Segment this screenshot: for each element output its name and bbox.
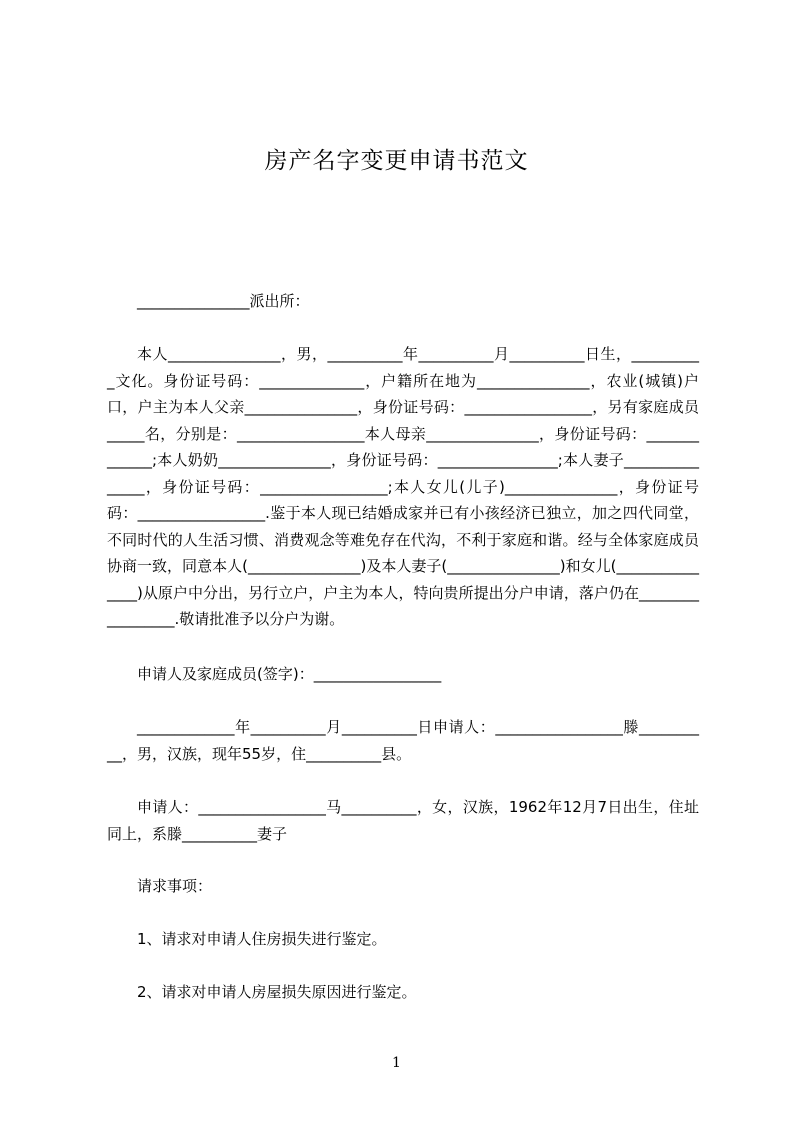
request-heading: 请求事项： <box>137 877 213 895</box>
request-item-1: 1、请求对申请人住房损失进行鉴定。 <box>137 930 387 948</box>
addressee-line: _______________派出所： <box>137 292 310 310</box>
signature-line: 申请人及家庭成员(签字)：_________________ <box>137 665 442 683</box>
body-paragraph: 本人_______________，男，__________年__________月__________日生，__________文化。身份证号码：______________，户籍所在地为_______________，农业(城镇)户口，户主为本人父亲_______________，身份证号码：_________________，另有家庭成员_____名，分别是：_________________本人母亲_______________，身份证号码：_____________;本人奶奶_______________，身份证号码：________________;本人妻子_______________，身份证号码：_________________;本人女儿(儿子)_______________，身份证号码：_________________.鉴于本人现已结婚成家并已有小孩经济已独立，加之四代同堂，不同时代的人生活习惯、消费观念等难免存在代沟，不利于家庭和谐。经与全体家庭成员协商一致，同意本人(_______________)及本人妻子(_______________)和女儿(_______________)从原户中分出，另行立户，户主为本人，特向贵所提出分户申请，落户仍在_________________.敬请批准予以分户为谢。 <box>107 345 699 628</box>
request-item-2: 2、请求对申请人房屋损失原因进行鉴定。 <box>137 983 417 1001</box>
page-number: 1 <box>392 1055 401 1071</box>
document-title: 房产名字变更申请书范文 <box>264 148 529 174</box>
date-applicant-paragraph: _____________年__________月__________日申请人：_________________滕__________，男，汉族，现年55岁，住__________县。 <box>107 718 699 763</box>
applicant-paragraph: 申请人：_________________马__________，女，汉族，1962年12月7日出生，住址同上，系滕__________妻子 <box>107 798 699 843</box>
